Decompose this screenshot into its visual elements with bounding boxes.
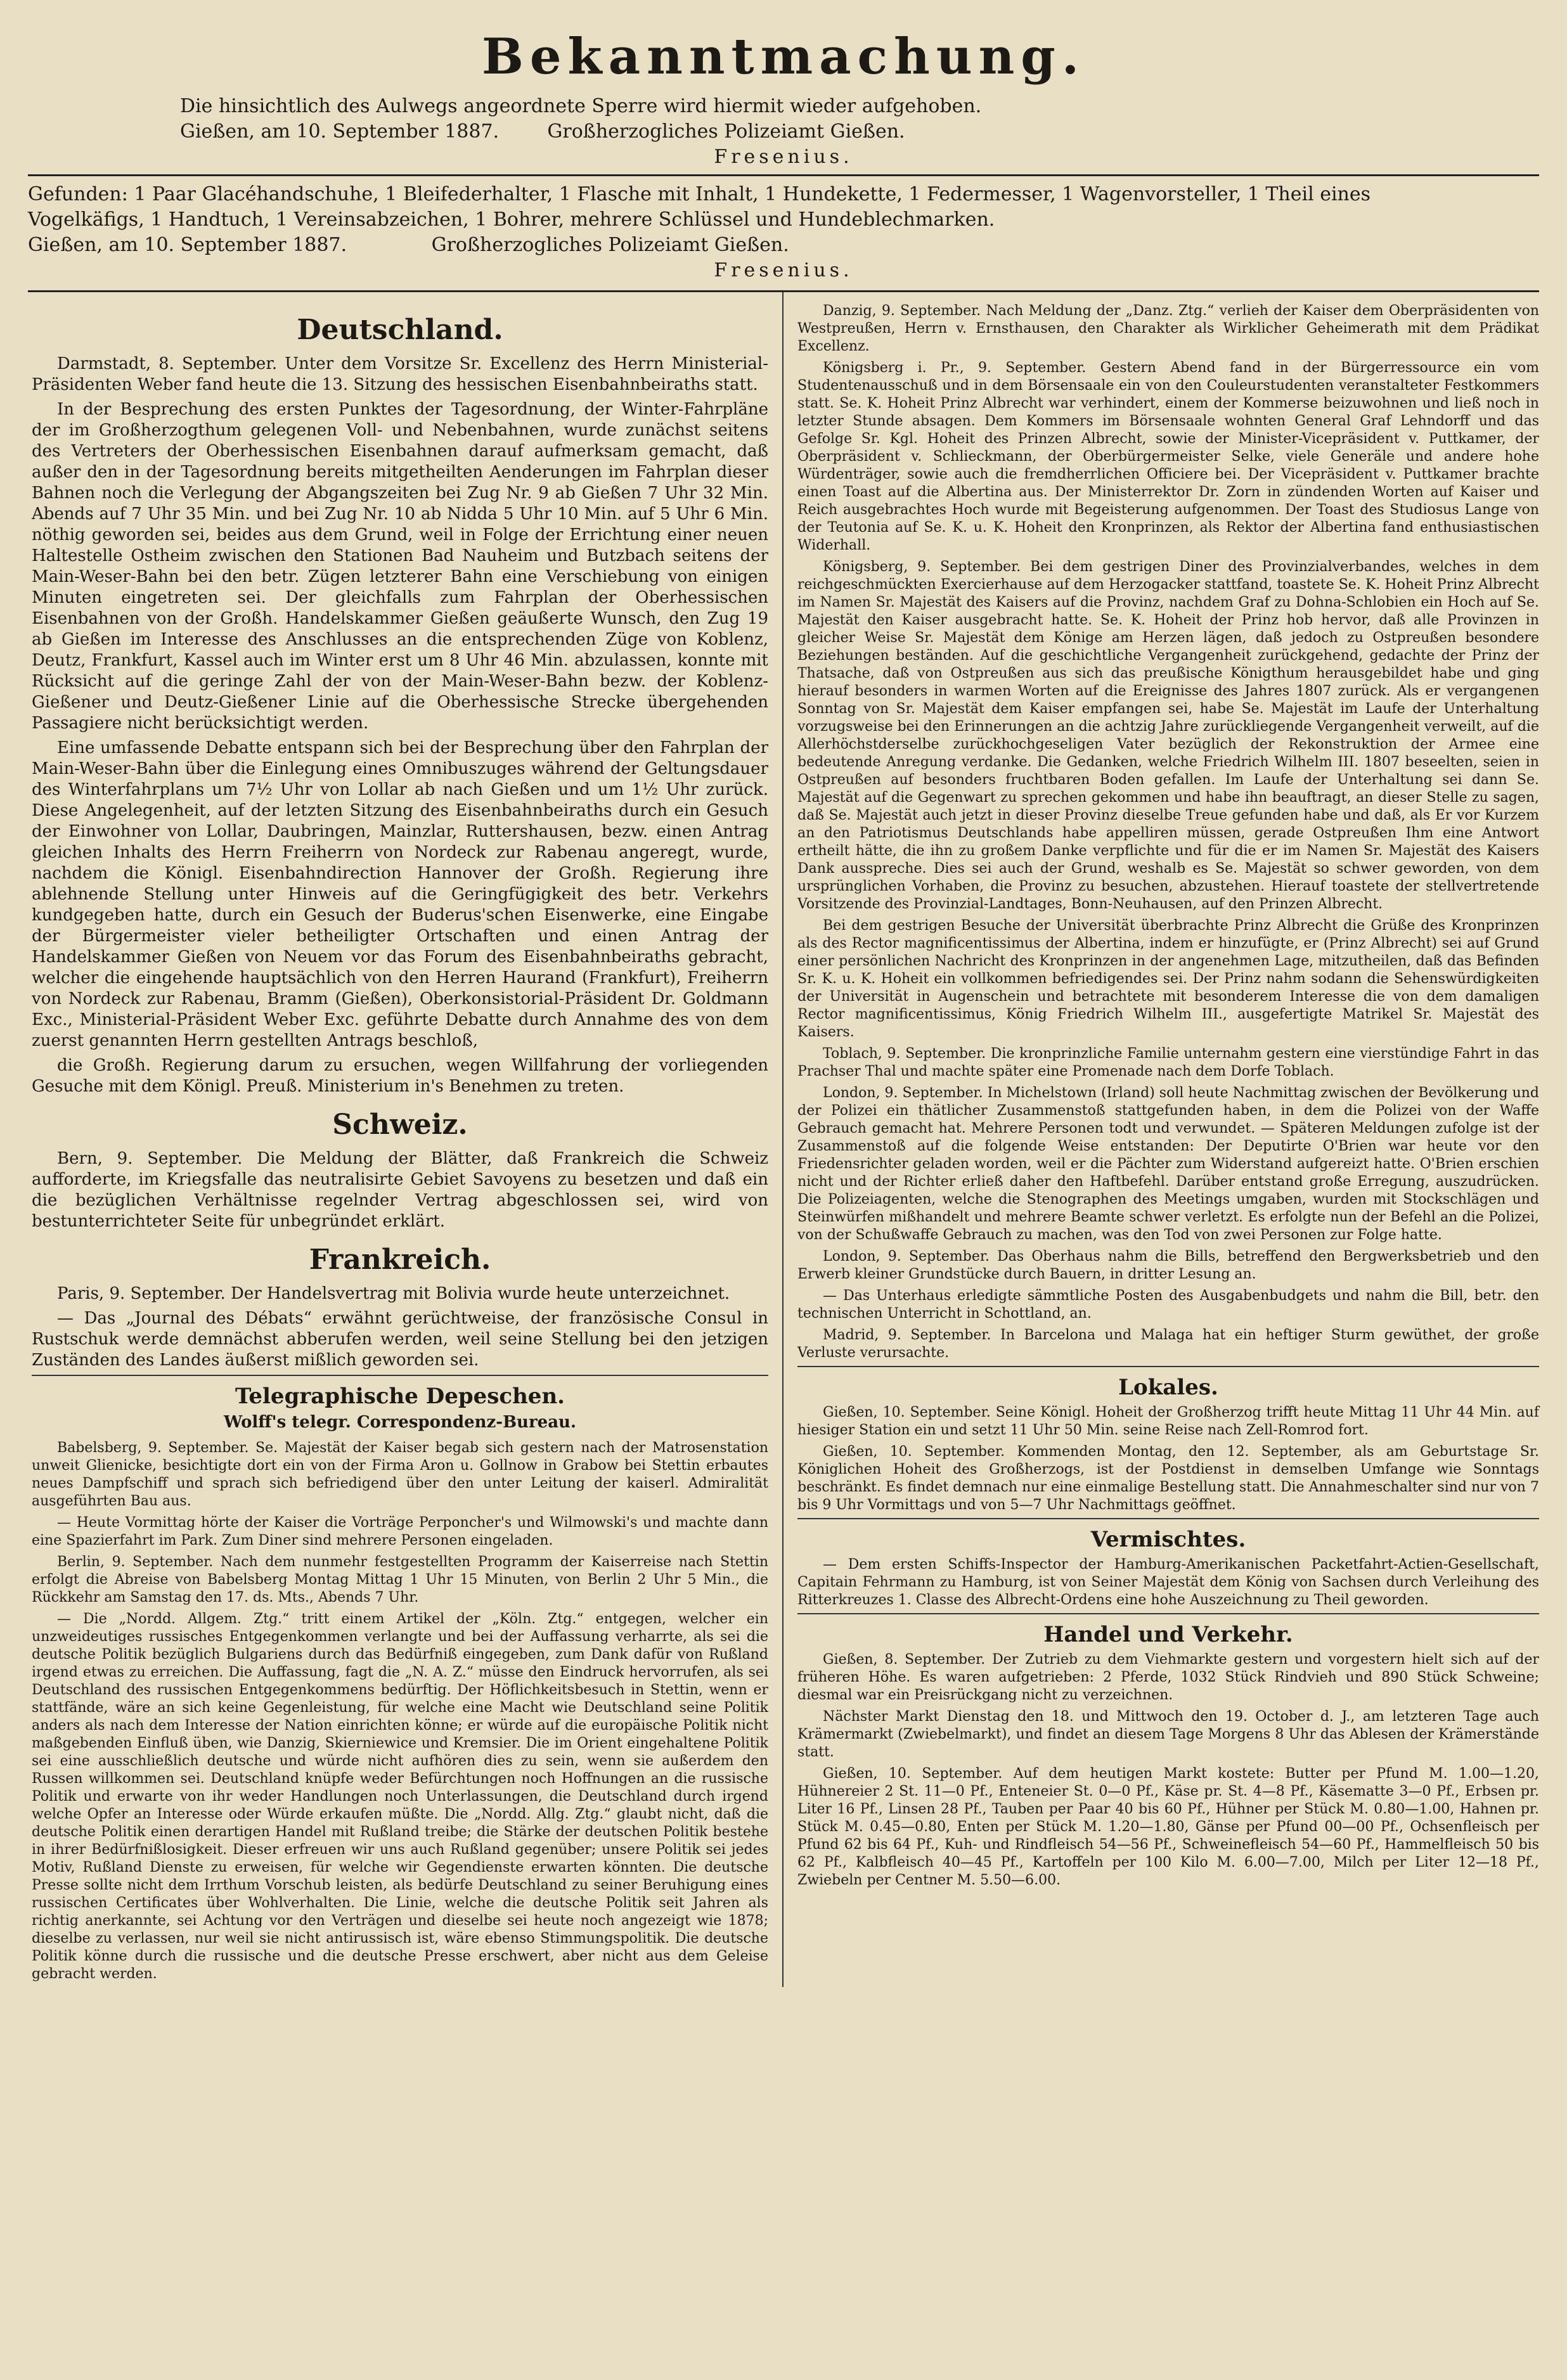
article-paragraph: Bei dem gestrigen Besuche der Universität überbrachte Prinz Albrecht die Grüße des Kronprinzen als des Rector magnificentissimus der Albertina, indem er hinzufügte, er (Prinz Albrecht) sei auf Grund einer persönlichen Nachricht des Kronprinzen in der angenehmen Lage, mitzutheilen, daß das Befinden Sr. K. u. K. Hoheit ein vollkommen befriedigendes sei. Der Prinz nahm sodann die Sehenswürdigkeiten der Universität in Augenschein und betrachtete mit besonderem Interesse die von dem damaligen Rector magnificentissimus, König Friedrich Wilhelm III., ausgefertigte Matrikel Sr. Majestät des Kaisers. [797,918,1539,1040]
found-signature: Fresenius. [714,259,853,281]
article-paragraph: London, 9. September. In Michelstown (Irland) soll heute Nachmittag zwischen der Bevölkerung und der Polizei ein thätlicher Zusammenstoß stattgefunden haben, in dem die Polizei von der Waffe Gebrauch gemacht hat. Mehrere Personen todt und verwundet. — Späteren Meldungen zufolge ist der Zusammenstoß auf die folgende Weise entstanden: Der Deputirte O'Brien war heute vor den Friedensrichter geladen worden, weil er die Pächter zum Widerstand aufgereizt hatte. O'Brien erschien nicht und der Richter erließ daher den Haftbefehl. Darüber entstand große Erregung, auszudrücken. Die Polizeiagenten, welche die Stenographen des Meetings umgaben, wurden mit Stockschlägen und Steinwürfen mißhandelt und mehrere Beamte schwer verletzt. Es erfolgte nun der Befehl an die Polizei, von der Schußwaffe Gebrauch zu machen, was den Tod von zwei Personen zur Folge hatte. [797,1085,1539,1243]
found-line-1: Gefunden: 1 Paar Glacéhandschuhe, 1 Bleifederhalter, 1 Flasche mit Inhalt, 1 Hundekette, 1 Federmesser, 1 Wagenvorsteller, 1 Theil eines [28,183,1371,205]
found-dateline [28,233,1539,257]
article-paragraph: Berlin, 9. September. Nach dem nunmehr festgestellten Programm der Kaiserreise nach Stettin erfolgt die Abreise von Babelsberg Montag Mittag 1 Uhr 15 Minuten, von Berlin 2 Uhr 5 Min., die Rückkehr am Samstag den 17. ds. Mts., Abends 7 Uhr. [32,1554,768,1605]
divider [797,1613,1539,1614]
notice-headline: Bekanntmachung. [482,28,1085,86]
article-paragraph: — Heute Vormittag hörte der Kaiser die Vorträge Perponcher's und Wilmowski's und machte dann eine Spazierfahrt im Park. Zum Diner sind mehrere Personen eingeladen. [32,1515,768,1548]
section-subtitle: Wolff's telegr. Correspondenz-Bureau. [224,1413,576,1432]
divider [28,174,1539,176]
section-title: Handel und Verkehr. [1043,1622,1293,1647]
found-line-2: Vogelkäfigs, 1 Handtuch, 1 Vereinsabzeichen, 1 Bohrer, mehrere Schlüssel und Hundeblechmarken. [28,209,995,231]
notice-block [28,28,1539,283]
article-paragraph: London, 9. September. Das Oberhaus nahm die Bills, betreffend den Bergwerksbetrieb und den Erwerb kleiner Grundstücke durch Bauern, in dritter Lesung an. [797,1249,1539,1282]
found-org: Großherzogliches Polizeiamt Gießen. [431,234,789,256]
article-paragraph: Madrid, 9. September. In Barcelona und Malaga hat ein heftiger Sturm gewüthet, der große Verluste verursachte. [797,1327,1539,1361]
section-title: Frankreich. [309,1244,491,1276]
section-title: Schweiz. [332,1109,468,1141]
article-paragraph: — Dem ersten Schiffs-Inspector der Hamburg-Amerikanischen Packetfahrt-Actien-Gesellschaft, Capitain Fehrmann zu Hamburg, ist von Seiner Majestät dem König von Sachsen durch Verleihung des Ritterkreuzes 1. Classe des Albrecht-Ordens eine hohe Auszeichnung zu Theil geworden. [797,1557,1539,1608]
article-paragraph: Gießen, 10. September. Auf dem heutigen Markt kostete: Butter per Pfund M. 1.00—1.20, Hühnereier 2 St. 11—0 Pf., Enteneier St. 0—0 Pf., Käse pr. St. 4—8 Pf., Käsematte 3—0 Pf., Erbsen pr. Liter 16 Pf., Linsen 28 Pf., Tauben per Paar 40 bis 60 Pf., Hühner per Stück M. 0.80—1.00, Hahnen pr. Stück M. 0.45—0.80, Enten per Stück M. 1.20—1.80, Gänse per Pfund 00—00 Pf., Ochsenfleisch per Pfund 62 bis 64 Pf., Kuh- und Rindfleisch 54—56 Pf., Schweinefleisch 54—60 Pf., Hammelfleisch 50 bis 62 Pf., Kalbfleisch 40—45 Pf., Kartoffeln per 100 Kilo M. 6.00—7.00, Milch per Liter 12—18 Pf., Zwiebeln per Centner M. 5.50—6.00. [797,1766,1539,1888]
article-paragraph: Gießen, 8. September. Der Zutrieb zu dem Viehmarkte gestern und vorgestern hielt sich auf der früheren Höhe. Es waren aufgetrieben: 2 Pferde, 1032 Stück Rindvieh und 890 Stück Schweine; diesmal war ein Preisrückgang nicht zu verzeichnen. [797,1652,1539,1703]
right-column [784,292,1539,1987]
section-title: Telegraphische Depeschen. [235,1384,565,1409]
article-paragraph: — Das Unterhaus erledigte sämmtliche Posten des Ausgabenbudgets und nahm die Bill, betr. den technischen Unterricht in Schottland, an. [797,1288,1539,1322]
divider [797,1518,1539,1519]
article-paragraph: In der Besprechung des ersten Punktes der Tagesordnung, der Winter-Fahrpläne der im Großherzogthum gelegenen Voll- und Nebenbahnen, wurde zunächst seitens des Vertreters der Oberhessischen Eisenbahnen darauf aufmerksam gemacht, daß außer den in der Tagesordnung bereits mitgetheilten Aenderungen im Fahrplan dieser Bahnen noch die Verlegung der Abgangszeiten bei Zug Nr. 9 ab Gießen 7 Uhr 32 Min. Abends auf 7 Uhr 35 Min. und bei Zug Nr. 10 ab Nidda 5 Uhr 10 Min. auf 5 Uhr 6 Min. nöthig geworden sei, beides aus dem Grund, weil in Folge der Errichtung einer neuen Haltestelle Ostheim zwischen den Stationen Bad Nauheim und Butzbach seitens der Main-Weser-Bahn bei den betr. Zügen letzterer Bahn eine Verschiebung von einigen Minuten eingetreten sei. Der gleichfalls zum Fahrplan der Oberhessischen Eisenbahnen von der Großh. Handelskammer Gießen geäußerte Wunsch, den Zug 19 ab Gießen im Interesse des Anschlusses an die entsprechenden Züge von Koblenz, Deutz, Frankfurt, Kassel auch im Winter erst um 8 Uhr 46 Min. abzulassen, konnte mit Rücksicht auf die geringe Zahl der von der Main-Weser-Bahn bezw. der Koblenz-Gießener und Deutz-Gießener Linie auf die Oberhessische Strecke übergehenden Passagiere nicht berücksichtigt werden. [32,400,768,733]
article-paragraph: Darmstadt, 8. September. Unter dem Vorsitze Sr. Excellenz des Herrn Ministerial-Präsidenten Weber fand heute die 13. Sitzung des hessischen Eisenbahnbeiraths statt. [32,354,768,394]
article-paragraph: — Das „Journal des Débats“ erwähnt gerüchtweise, der französische Consul in Rustschuk werde demnächst abberufen werden, weil seine Stellung bei den jetzigen Zuständen des Landes äußerst mißlich geworden sei. [32,1309,768,1370]
section-title: Deutschland. [297,314,503,346]
article-paragraph: Gießen, 10. September. Seine Königl. Hoheit der Großherzog trifft heute Mittag 11 Uhr 44 Min. auf hiesiger Station ein und setzt 11 Uhr 50 Min. seine Reise nach Zell-Romrod fort. [797,1405,1539,1438]
article-paragraph: Danzig, 9. September. Nach Meldung der „Danz. Ztg.“ verlieh der Kaiser dem Oberpräsidenten von Westpreußen, Herrn v. Ernsthausen, den Charakter als Wirklicher Geheimerath mit dem Prädikat Excellenz. [797,303,1539,354]
article-columns [28,290,1539,1987]
notice-dateline [28,120,1539,144]
article-paragraph: — Die „Nordd. Allgem. Ztg.“ tritt einem Artikel der „Köln. Ztg.“ entgegen, welcher ein unzweideutiges russisches Entgegenkommen verlangte und bei der Auffassung verharrte, als sei die deutsche Politik bezüglich Bulgariens durch das Bedürfniß eingegeben, zum Dank dafür von Rußland irgend etwas zu erreichen. Die Auffassung, fagt die „N. A. Z.“ müsse den Eindruck hervorrufen, als sei Deutschland des russischen Entgegenkommens bedürftig. Der Höflichkeitsbesuch in Stettin, wenn er stattfände, wäre an sich keine Gegenleistung, für welche eine Macht wie Deutschland seine Politik anders als nach dem Interesse der Nation einrichten könne; er würde auf die europäische Politik nicht maßgebenden Einfluß üben, wie Danzig, Skierniewice und Kremsier. Die im Orient eingehaltene Politik sei eine ausschließlich deutsche und würde nicht aufhören dies zu sein, wenn sie außerdem den Russen willkommen sei. Deutschland knüpfe weder Befürchtungen noch Hoffnungen an die russische Politik und erwarte von ihr weder Handlungen noch Unterlassungen, die Deutschland durch irgend welche Opfer an Interesse oder Würde erkaufen müßte. Die „Nordd. Allg. Ztg.“ glaubt nicht, daß die deutsche Politik einen derartigen Handel mit Rußland treibe; die Stärke der deutschen Politik bestehe in ihrer Bedürfnißlosigkeit. Dieser erfreuen wir uns auch Rußland gegenüber; unsere Politik sei jedes Motiv, Rußland Dienste zu erweisen, für welche wir Gegendienste erwarten könnten. Die deutsche Presse sollte nicht dem Irrthum Vorschub leisten, als bedürfe Deutschland zu seiner Beruhigung eines russischen Certificates über Wohlverhalten. Die Linie, welche die deutsche Politik seit Jahren als richtig anerkannte, sei Achtung vor den Verträgen und dieselbe sei heute noch angezeigt wie 1878; dieselbe zu verlassen, nur weil sie nicht antirussisch ist, wäre ebenso Stimmungspolitik. Die deutsche Politik könne durch die russische und die deutsche Presse erschwert, aber nicht aus dem Geleise gebracht werden. [32,1611,768,1982]
notice-org: Großherzogliches Polizeiamt Gießen. [547,120,905,143]
notice-place: Gießen, am 10. September 1887. [180,120,500,143]
section-title: Vermischtes. [1090,1527,1246,1552]
section-title: Lokales. [1118,1375,1218,1400]
divider [32,1375,768,1376]
article-paragraph: Königsberg i. Pr., 9. September. Gestern Abend fand in der Bürgerressource ein vom Studentenausschuß und in dem Börsensaale ein von den Couleurstudenten veranstalteter Festkommers statt. Se. K. Hoheit Prinz Albrecht war verhindert, einem der Kommerse beizuwohnen und ließ noch in letzter Stunde absagen. Dem Kommers im Börsensaale wohnten General Graf Lehndorff und das Gefolge Sr. Kgl. Hoheit des Prinzen Albrecht, sowie der Minister-Vicepräsident v. Puttkamer, der Oberpräsident v. Schlieckmann, der Oberbürgermeister Selke, viele Generäle und andere hohe Würdenträger, sowie auch die fremdherrlichen Officiere bei. Der Vicepräsident v. Puttkamer brachte einen Toast auf die Albertina aus. Der Ministerrektor Dr. Zorn in zündenden Worten auf Kaiser und Reich ausgebrachtes Hoch wurde mit Begeisterung aufgenommen. Der Toast des Studiosus Lange von der Teutonia auf Se. K. u. K. Hoheit den Kronprinzen, als Rektor der Albertina fand enthusiastischen Widerhall. [797,360,1539,553]
article-paragraph: Paris, 9. September. Der Handelsvertrag mit Bolivia wurde heute unterzeichnet. [57,1284,730,1303]
notice-signature: Fresenius. [714,146,853,168]
article-paragraph: Bern, 9. September. Die Meldung der Blätter, daß Frankreich die Schweiz aufforderte, im Kriegsfalle das neutralisirte Gebiet Savoyens zu besetzen und daß ein die bezüglichen Verhältnisse regelnder Vertrag abgeschlossen sei, wird von bestunterrichteter Seite für unbegründet erklärt. [32,1149,768,1231]
notice-line: Die hinsichtlich des Aulwegs angeordnete Sperre wird hiermit wieder aufgehoben. [180,95,982,117]
divider [797,1366,1539,1367]
article-paragraph: Toblach, 9. September. Die kronprinzliche Familie unternahm gestern eine vierstündige Fahrt in das Prachser Thal und machte später eine Promenade nach dem Dorfe Toblach. [797,1046,1539,1079]
article-paragraph: Babelsberg, 9. September. Se. Majestät der Kaiser begab sich gestern nach der Matrosenstation unweit Glienicke, besichtigte dort ein von der Firma Aron u. Gollnow in Grabow bei Stettin erbautes neues Dampfschiff und sprach sich befriedigend über den unter Leitung der kaiserl. Admiralität ausgeführten Bau aus. [32,1440,768,1509]
article-paragraph: Gießen, 10. September. Kommenden Montag, den 12. September, als am Geburtstage Sr. Königlichen Hoheit des Großherzogs, ist der Postdienst in demselben Umfange wie Sonntags beschränkt. Es findet demnach nur eine einmalige Bestellung statt. Die Annahmeschalter sind nur von 7 bis 9 Uhr Vormittags und von 5—7 Uhr Nachmittags geöffnet. [797,1444,1539,1513]
article-paragraph: die Großh. Regierung darum zu ersuchen, wegen Willfahrung der vorliegenden Gesuche mit dem Königl. Preuß. Ministerium in's Benehmen zu treten. [32,1056,768,1096]
found-place: Gießen, am 10. September 1887. [28,234,347,256]
left-column [28,292,784,1987]
article-paragraph: Königsberg, 9. September. Bei dem gestrigen Diner des Provinzialverbandes, welches in dem reichgeschmückten Exercierhause auf dem Herzogacker stattfand, toastete Se. K. Hoheit Prinz Albrecht im Namen Sr. Majestät des Kaisers auf die Provinz, nachdem Graf zu Dohna-Schlobien ein Hoch auf Se. Majestät den Kaiser ausgebracht hatte. Se. K. Hoheit der Prinz hob hervor, daß alle Provinzen in gleicher Weise Sr. Majestät dem Könige am Herzen lägen, daß jedoch zu Ostpreußen besondere Beziehungen beständen. Auf die geschichtliche Vergangenheit zurückgehend, gedachte der Prinz der Thatsache, daß von Ostpreußen aus sich das preußische Königthum herausgebildet habe und ging hierauf besonders in warmen Worten auf die Ereignisse des Jahres 1807 zurück. Als er vergangenen Sonntag von Sr. Majestät dem Kaiser empfangen sei, habe Se. Majestät im Laufe der Unterhaltung vorzugsweise bei den Erinnerungen an die achtzig Jahre zurückliegende Vergangenheit verweilt, auf die Allerhöchstderselbe zurückhochgeseligen Vater bezüglich der Rekonstruktion der Armee eine bedeutende Anregung verdanke. Die Gedanken, welche Friedrich Wilhelm III. 1807 beseelten, seien in Ostpreußen auf besonders fruchtbaren Boden gefallen. Im Laufe der Unterhaltung sei dann Se. Majestät auf die Gegenwart zu sprechen gekommen und habe ihn beauftragt, an dieser Stelle zu sagen, daß Se. Majestät auch jetzt in dieser Provinz dieselbe Treue gefunden habe und daß, als Er vor Kurzem an den Patriotismus Deutschlands habe appelliren müssen, gerade Ostpreußen Ihm eine Antwort ertheilt hätte, die ihn zu großem Danke verpflichte und für die er im Namen Sr. Majestät des Kaisers Dank ausspreche. Dies sei auch der Grund, weshalb es Se. Majestät so schwer geworden, von dem ursprünglichen Vorhaben, die Provinz zu besuchen, abzustehen. Hierauf toastete der stellvertretende Vorsitzende des Provinzial-Landtages, Bonn-Neuhausen, auf den Prinzen Albrecht. [797,559,1539,912]
article-paragraph: Nächster Markt Dienstag den 18. und Mittwoch den 19. October d. J., am letzteren Tage auch Krämermarkt (Zwiebelmarkt), und findet an diesem Tage Morgens 8 Uhr das Ablesen der Krämerstände statt. [797,1709,1539,1760]
article-paragraph: Eine umfassende Debatte entspann sich bei der Besprechung über den Fahrplan der Main-Weser-Bahn über die Einlegung eines Omnibuszuges während der Geltungsdauer des Winterfahrplans um 7½ Uhr von Lollar ab nach Gießen und um 1½ Uhr zurück. Diese Angelegenheit, auf der letzten Sitzung des Eisenbahnbeiraths durch ein Gesuch der Einwohner von Lollar, Daubringen, Mainzlar, Ruttershausen, bezw. einen Antrag gleichen Inhalts des Herrn Freiherrn von Nordeck zur Rabenau angeregt, wurde, nachdem die Königl. Eisenbahndirection Hannover der Großh. Regierung ihre ablehnende Stellung unter Hinweis auf die Geringfügigkeit des betr. Verkehrs kundgegeben hatte, durch ein Gesuch der Buderus'schen Eisenwerke, eine Eingabe der Bürgermeister vieler betheiligter Ortschaften und einen Antrag der Handelskammer Gießen von Neuem vor das Forum des Eisenbahnbeiraths gebracht, welcher die eingehende hauptsächlich von den Herren Haurand (Frankfurt), Freiherrn von Nordeck zur Rabenau, Bramm (Gießen), Oberkonsistorial-Präsident Dr. Goldmann Exc., Ministerial-Präsident Weber Exc. geführte Debatte durch Annahme des von dem zuerst genannten Herrn gestellten Antrags beschloß, [32,738,768,1050]
